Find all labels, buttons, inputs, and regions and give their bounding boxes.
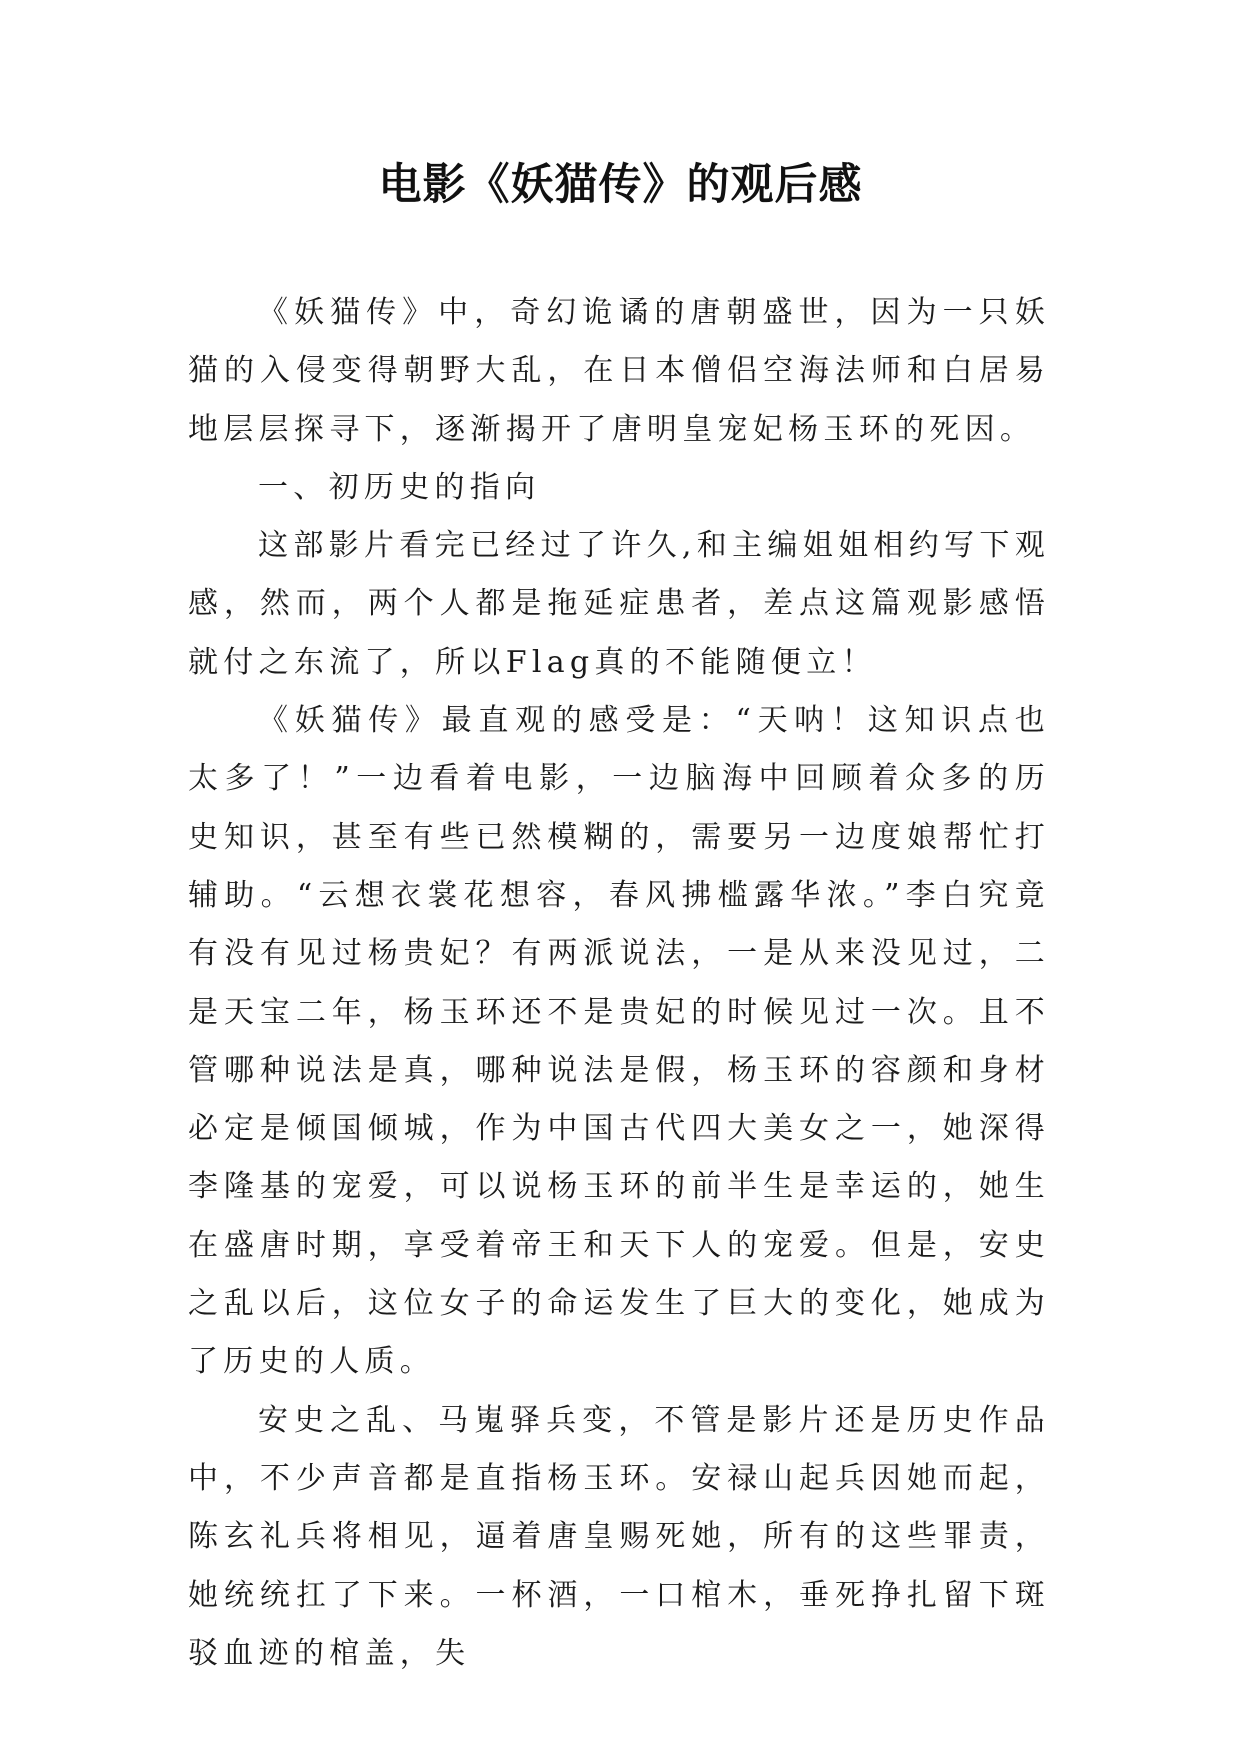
paragraph-history-knowledge: 《妖猫传》最直观的感受是：“天呐！这知识点也太多了！”一边看着电影，一边脑海中回顾着众多的历史知识，甚至有些已然模糊的，需要另一边度娘帮忙打辅助。“云想衣裳花想容，春风拂槛露华浓。”李白究竟有没有见过杨贵妃？有两派说法，一是从来没见过，二是天宝二年，杨玉环还不是贵妃的时候见过一次。且不管哪种说法是真，哪种说法是假，杨玉环的容颜和身材必定是倾国倾城，作为中国古代四大美女之一，她深得李隆基的宠爱，可以说杨玉环的前半生是幸运的，她生在盛唐时期，享受着帝王和天下人的宠爱。但是，安史之乱以后，这位女子的命运发生了巨大的变化，她成为了历史的人质。 [188, 703, 1050, 1380]
paragraph-intro: 《妖猫传》中，奇幻诡谲的唐朝盛世，因为一只妖猫的入侵变得朝野大乱，在日本僧侣空海法师和白居易地层层探寻下，逐渐揭开了唐明皇宠妃杨玉环的死因。 [188, 295, 1050, 447]
document-body [188, 284, 1050, 1683]
document-title: 电影《妖猫传》的观后感 [378, 160, 863, 210]
paragraph-procrastination: 这部影片看完已经过了许久,和主编姐姐相约写下观感，然而，两个人都是拖延症患者，差点这篇观影感悟就付之东流了，所以Flag真的不能随便立！ [188, 528, 1050, 680]
section-heading: 一、初历史的指向 [258, 469, 541, 505]
paragraph-anshi-rebellion: 安史之乱、马嵬驿兵变，不管是影片还是历史作品中，不少声音都是直指杨玉环。安禄山起兵因她而起，陈玄礼兵将相见，逼着唐皇赐死她，所有的这些罪责，她统统扛了下来。一杯酒，一口棺木，垂死挣扎留下斑驳血迹的棺盖，失 [188, 1402, 1050, 1671]
